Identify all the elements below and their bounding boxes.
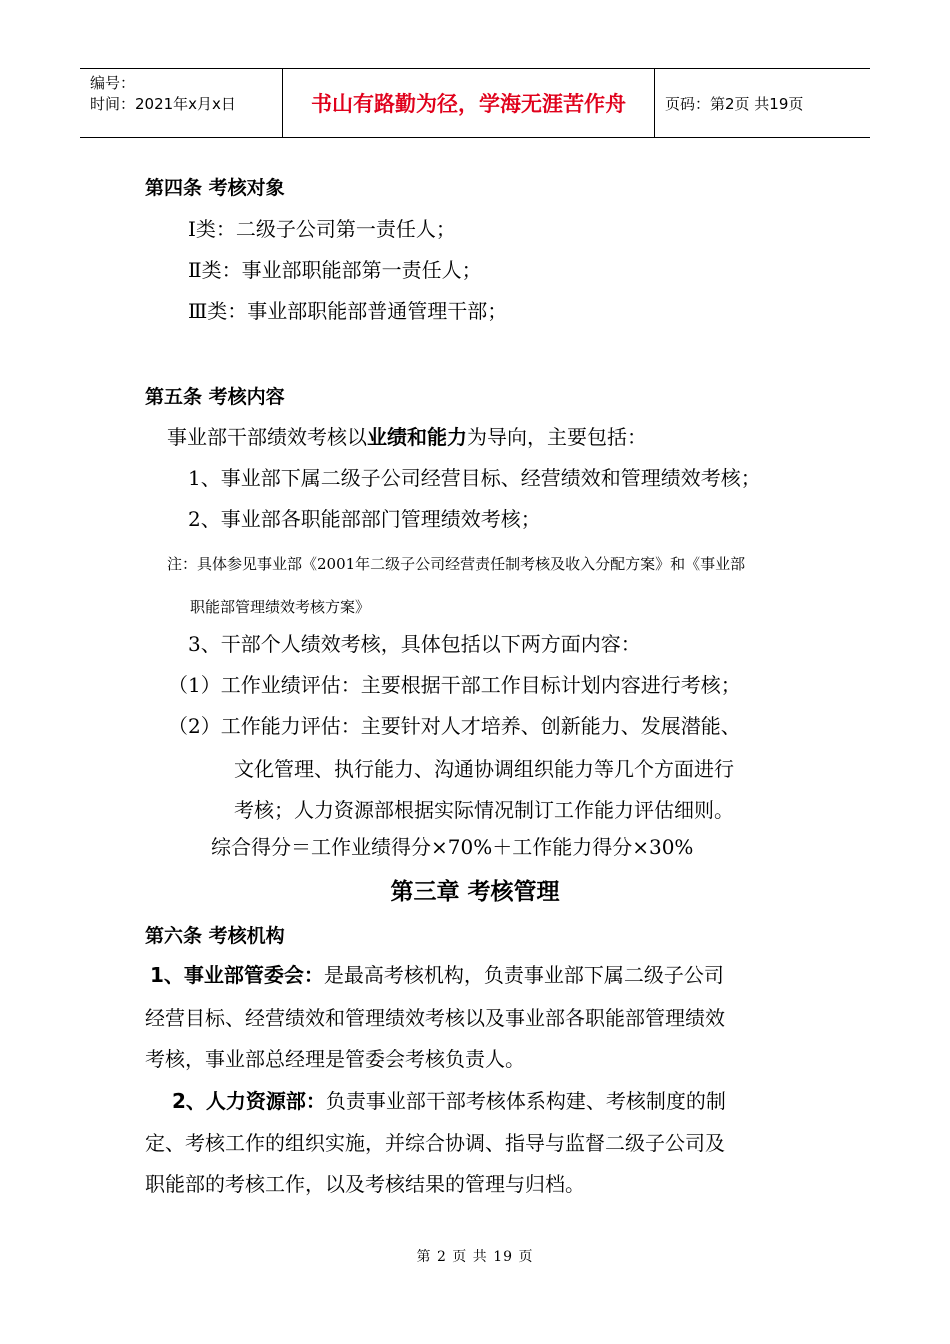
article6-p1-text: 是最高考核机构，负责事业部下属二级子公司: [323, 963, 724, 987]
number-label: 编号：: [90, 74, 136, 92]
article4-title: 第四条 考核对象: [145, 177, 285, 199]
article6-p2-text: 负责事业部干部考核体系构建、考核制度的制: [325, 1089, 726, 1113]
header-motto: 书山有路勤为径，学海无涯苦作舟: [283, 69, 655, 137]
article5-item-2: 2、事业部各职能部部门管理绩效考核；: [188, 507, 541, 531]
article6-p1-line-1: [150, 962, 724, 988]
article4-item-2: Ⅱ类：事业部职能部第一责任人；: [188, 258, 482, 282]
chapter3-title: 第三章 考核管理: [390, 879, 560, 905]
article5-sub-2-line-3: 考核；人力资源部根据实际情况制订工作能力评估细则。: [234, 798, 734, 822]
article5-formula: 综合得分＝工作业绩得分×70%＋工作能力得分×30%: [211, 835, 694, 859]
article5-intro-before: 事业部干部绩效考核以: [167, 425, 367, 449]
article5-sub-2-line-2: 文化管理、执行能力、沟通协调组织能力等几个方面进行: [234, 757, 734, 781]
article5-note-line-2: 职能部管理绩效考核方案》: [190, 598, 371, 616]
article6-p1-line-2: 经营目标、经营绩效和管理绩效考核以及事业部各职能部管理绩效: [145, 1006, 725, 1030]
article5-note-line-1: 注：具体参见事业部《2001年二级子公司经营责任制考核及收入分配方案》和《事业部: [167, 555, 746, 573]
page-header: [80, 68, 870, 138]
article5-sub-2-line-1: （2）工作能力评估：主要针对人才培养、创新能力、发展潜能、: [168, 714, 741, 738]
article6-p2-line-3: 职能部的考核工作，以及考核结果的管理与归档。: [145, 1172, 585, 1196]
article5-intro: [167, 424, 647, 450]
article5-intro-after: 为导向，主要包括：: [467, 425, 647, 449]
page-footer: 第 2 页 共 19 页: [416, 1249, 534, 1265]
article6-p2-line-2: 定、考核工作的组织实施，并综合协调、指导与监督二级子公司及: [145, 1131, 725, 1155]
article5-item-3: 3、干部个人绩效考核，具体包括以下两方面内容：: [188, 632, 641, 656]
article5-intro-bold: 业绩和能力: [367, 425, 467, 449]
time-label: 时间：2021年x月x日: [90, 95, 236, 113]
article4-item-3: Ⅲ类：事业部职能部普通管理干部；: [188, 299, 508, 323]
article6-p1-bold: 1、事业部管委会：: [150, 963, 324, 987]
article6-p1-line-3: 考核，事业部总经理是管委会考核负责人。: [145, 1047, 525, 1071]
article6-p2-bold: 2、人力资源部：: [172, 1089, 326, 1113]
article4-item-1: Ⅰ类：二级子公司第一责任人；: [188, 217, 456, 241]
header-left-cell: [80, 69, 283, 137]
article6-p2-line-1: [172, 1088, 726, 1114]
article5-title: 第五条 考核内容: [145, 386, 285, 408]
article5-sub-1: （1）工作业绩评估：主要根据干部工作目标计划内容进行考核；: [168, 673, 741, 697]
article5-item-1: 1、事业部下属二级子公司经营目标、经营绩效和管理绩效考核；: [188, 466, 761, 490]
header-page-info: 页码：第2页 共19页: [665, 94, 804, 113]
article6-title: 第六条 考核机构: [145, 925, 285, 947]
